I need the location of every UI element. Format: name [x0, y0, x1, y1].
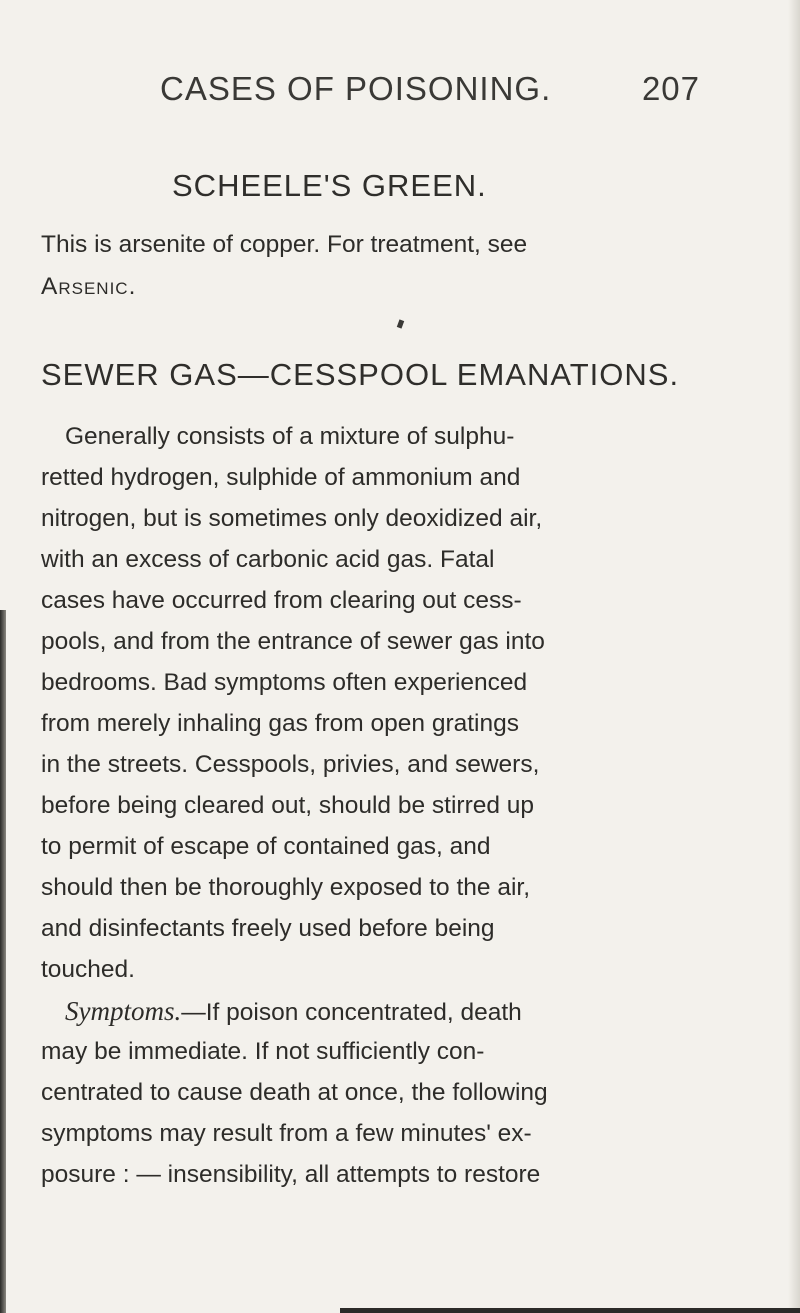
print-speck: [397, 319, 404, 328]
text-line: cases have occurred from clearing out cess-: [41, 587, 522, 614]
text-line: to permit of escape of contained gas, and: [41, 833, 491, 860]
binding-shadow: [0, 610, 6, 1313]
text-line: nitrogen, but is sometimes only deoxidized air,: [41, 505, 543, 532]
section-heading-scheeles-green: SCHEELE'S GREEN.: [172, 168, 487, 203]
symptoms-text: —If poison concentrated, death: [181, 999, 522, 1026]
bottom-edge-rule: [340, 1308, 800, 1313]
text-line: centrated to cause death at once, the following: [41, 1079, 548, 1106]
cross-reference: Arsenic.: [41, 273, 137, 300]
text-line: in the streets. Cesspools, privies, and sewers,: [41, 751, 540, 778]
text-line: and disinfectants freely used before being: [41, 915, 495, 942]
text-line: should then be thoroughly exposed to the air,: [41, 874, 530, 901]
text-line: symptoms may result from a few minutes' ex-: [41, 1120, 532, 1147]
symptoms-line: [65, 994, 522, 1028]
text-line: may be immediate. If not sufficiently con-: [41, 1038, 485, 1065]
running-head-title: CASES OF POISONING.: [160, 70, 552, 107]
text-line: with an excess of carbonic acid gas. Fatal: [41, 546, 495, 573]
text-line: Generally consists of a mixture of sulphu-: [65, 423, 515, 450]
running-head: [160, 70, 720, 114]
page-number: 207: [641, 70, 700, 107]
text-line: touched.: [41, 956, 135, 983]
section-heading-sewer-gas: SEWER GAS—CESSPOOL EMANATIONS.: [41, 357, 680, 392]
text-line: from merely inhaling gas from open gratings: [41, 710, 519, 737]
page-edge-shadow: [788, 0, 800, 1313]
text-line: pools, and from the entrance of sewer gas into: [41, 628, 545, 655]
text-line: bedrooms. Bad symptoms often experienced: [41, 669, 528, 696]
text-line: posure : — insensibility, all attempts to restore: [41, 1161, 541, 1188]
text-line: This is arsenite of copper. For treatment, see: [41, 231, 528, 258]
symptoms-label: Symptoms.: [65, 996, 182, 1026]
text-line: retted hydrogen, sulphide of ammonium and: [41, 464, 521, 491]
text-line: before being cleared out, should be stirred up: [41, 792, 535, 819]
